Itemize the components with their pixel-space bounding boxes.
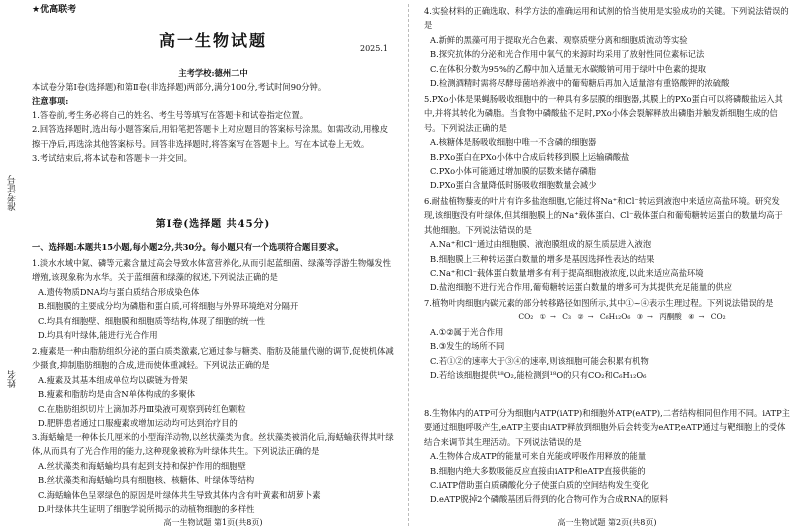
option-a: A.遗传物质DNA均与蛋白质结合形成染色体 xyxy=(38,286,200,297)
option-b: B.PXo蛋白在PXo小体中合成后转移到膜上运输磷酸盐 xyxy=(430,151,630,162)
right-arrow-icon: → xyxy=(647,313,653,322)
section-heading: 第Ⅰ卷(选择题 共45分) xyxy=(155,219,271,230)
note-item: 1.答卷前,考生务必将自己的姓名、考生号等填写在答题卡和试卷指定位置。 xyxy=(32,110,309,120)
flow-node: C₆H₁₂O₆ xyxy=(599,312,631,322)
question-5 xyxy=(424,92,790,193)
option-a: A.核糖体是肠吸收细胞中唯一不含磷的细胞器 xyxy=(430,137,597,148)
binding-margin xyxy=(0,0,26,532)
page-footer-left: 高一生物试题 第1页(共8页) xyxy=(163,517,263,527)
option-b: B.细胞内绝大多数吸能反应直接由iATP和eATP直接供能的 xyxy=(430,465,646,476)
flow-arrow-label: ③ xyxy=(636,313,644,322)
name-label: 姓名 xyxy=(8,370,18,388)
question-stem: 4.实验材料的正确选取、科学方法的准确运用和试剂的恰当使用是实验成功的关键。下列说法错误的是 xyxy=(424,6,789,31)
exam-intro xyxy=(32,80,394,109)
right-page xyxy=(424,0,790,532)
option-b: B.细胞膜上三种转运蛋白数量的增多是基因选择性表达的结果 xyxy=(430,253,655,264)
question-4 xyxy=(424,4,790,90)
option-b: B.③发生的场所不同 xyxy=(430,341,505,352)
question-6 xyxy=(424,194,790,295)
option-a: A.①②属于光合作用 xyxy=(430,326,504,337)
flow-arrow-label: ④ xyxy=(688,313,695,322)
option-d: D.若给该细胞提供¹⁸O₂,能检测到¹⁸O的只有CO₂和C₆H₁₂O₆ xyxy=(430,370,647,381)
option-b: B.丝状藻类和海蛞蝓均具有细胞核、核糖体、叶绿体等结构 xyxy=(38,475,255,486)
question-3 xyxy=(32,430,394,516)
question-2 xyxy=(32,344,394,430)
brand-label: ★优高联考 xyxy=(32,5,77,15)
option-c: C.海蛞蝓体色呈翠绿色的原因是叶绿体共生导致其体内含有叶黄素和胡萝卜素 xyxy=(38,489,321,500)
question-stem: 7.植物叶肉细胞内碳元素的部分转移路径如图所示,其中①~④表示生理过程。下列说法错误的是 xyxy=(424,298,774,308)
question-stem: 2.瘦素是一种由脂肪组织分泌的蛋白质类激素,它通过参与糖类、脂肪及能量代谢的调节,促使机体减少摄食,抑制脂肪细胞的合成,进而使体重减轻。下列说法正确的是 xyxy=(32,346,394,371)
question-8 xyxy=(424,406,790,507)
option-b: B.细胞膜的主要成分均为磷脂和蛋白质,可将细胞与外界环境绝对分隔开 xyxy=(38,301,299,312)
option-d: D.PXo蛋白含量降低时肠吸收细胞数量会减少 xyxy=(430,180,597,191)
right-arrow-icon: → xyxy=(698,313,705,322)
option-c: C.PXo小体可能通过增加膜的层数来储存磷脂 xyxy=(430,166,597,177)
option-d: D.盐泡细胞不进行光合作用,葡萄糖转运蛋白数量的增多可为其提供充足能量的供应 xyxy=(430,282,733,293)
flow-node: CO₂ xyxy=(518,312,534,322)
option-d: D.均具有叶绿体,能进行光合作用 xyxy=(38,330,158,341)
question-stem: 1.淡水水域中氮、磷等元素含量过高会导致水体富营养化,从而引起蓝细菌、绿藻等浮游生物爆发性增殖,该现象称为水华。关于蓝细菌和绿藻的叙述,下列说法正确的是 xyxy=(32,258,392,283)
exam-date: 2025.1 xyxy=(360,44,388,53)
option-a: A.丝状藻类和海蛞蝓均具有起到支持和保护作用的细胞壁 xyxy=(38,460,246,471)
question-1 xyxy=(32,256,394,342)
question-stem: 8.生物体内的ATP可分为细胞内ATP(iATP)和细胞外ATP(eATP),二者结构相同但作用不同。iATP主要通过细胞呼吸产生,eATP主要由iATP释放到细胞外后会转变为eATP,eATP通过与靶细胞上的受体结合来调节其生理活动。下列说法错误的是 xyxy=(424,408,790,447)
question-stem: 3.海蛞蝓是一种体长几厘米的小型海洋动物,以丝状藻类为食。丝状藻类被消化后,海蛞蝓获得其叶绿体,从而具有了光合作用的能力,这种现象被称为叶绿体共生。下列说法正确的是 xyxy=(32,432,394,457)
option-c: C.若①②的速率大于③④的速率,则该细胞可能会积累有机物 xyxy=(430,355,649,366)
question-7 xyxy=(424,296,790,382)
question-stem: 6.耐盐植物藜麦的叶片有许多盐泡细胞,它能过将Na⁺和Cl⁻转运到液泡中来适应高盐环境。研究发现,该细胞没有叶绿体,但其细胞膜上的Na⁺载体蛋白、Cl⁻载体蛋白和葡萄糖转运蛋白的数量均高于其他细胞。下列说法错误的是 xyxy=(424,196,783,235)
note-item: 2.回答选择题时,选出每小题答案后,用铅笔把答题卡上对应题目的答案标号涂黑。如需改动,用橡皮擦干净后,再选涂其他答案标号。回答非选择题时,将答案写在答题卡上。写在本试卷上无效。 xyxy=(32,124,389,149)
intro-text: 本试卷分第Ⅰ卷(选择题)和第Ⅱ卷(非选择题)两部分,满分100分,考试时间90分钟。 xyxy=(32,82,327,92)
option-b: B.探究抗体的分泌和光合作用中氧气的来源时均采用了放射性同位素标记法 xyxy=(430,49,705,60)
flow-node: C₃ xyxy=(562,312,571,322)
notes-heading: 注意事项: xyxy=(32,96,69,107)
option-c: C.iATP借助蛋白质磷酸化分子使蛋白质的空间结构发生变化 xyxy=(430,480,649,491)
option-a: A.生物体合成ATP的能量可来自光能或呼吸作用释放的能量 xyxy=(430,451,647,462)
option-d: D.eATP脱掉2个磷酸基团后得到的化合物可作为合成RNA的原料 xyxy=(430,494,668,505)
option-c: C.在体积分数为95%的乙醇中加入适量无水碳酸钠可用于绿叶中色素的提取 xyxy=(430,63,707,74)
option-b: B.瘦素和脂肪均是由含N单体构成的多聚体 xyxy=(38,389,196,400)
right-arrow-icon: → xyxy=(587,313,594,322)
host-school: 主考学校:德州二中 xyxy=(178,68,248,78)
option-a: A.新鲜的黑藻可用于提取光合色素、观察质壁分离和细胞质流动等实验 xyxy=(430,34,688,45)
option-d: D.叶绿体共生证明了细胞学说所揭示的动植物细胞的多样性 xyxy=(38,504,255,515)
exam-title: 高一生物试题 xyxy=(158,31,267,50)
left-page xyxy=(32,0,394,532)
flow-node: CO₂ xyxy=(710,312,726,322)
question-stem: 5.PXo小体是果蝇肠吸收细胞中的一种具有多层膜的细胞器,其膜上的PXo蛋白可以将磷酸盐运入其中,并将其转化为磷脂。当食物中磷酸盐不足时,PXo小体会裂解释放出磷脂并触发新细胞生成的信号。下列说法正确的是 xyxy=(424,94,783,133)
flow-arrow-label: ② xyxy=(577,313,584,322)
option-d: D.检测酒精时需将尽酵母菌培养液中的葡萄糖后再加入适量溶有重铬酸钾的浓硫酸 xyxy=(430,78,730,89)
page-divider xyxy=(408,4,410,526)
exam-id-label: 准考证号 xyxy=(8,175,18,211)
right-arrow-icon: → xyxy=(549,313,556,322)
page-footer-right: 高一生物试题 第2页(共8页) xyxy=(557,517,657,527)
option-d: D.肥胖患者通过口服瘦素或增加运动均可达到治疗目的 xyxy=(38,418,238,429)
option-a: A.Na⁺和Cl⁻通过由细胞膜、液泡膜组成的原生质层进入液泡 xyxy=(430,239,652,250)
option-c: C.在脂肪组织切片上滴加苏丹Ⅲ染液可观察到砖红色颗粒 xyxy=(38,403,246,414)
notes-list xyxy=(32,108,394,166)
flow-node: 丙酮酸 xyxy=(659,312,682,322)
note-item: 3.考试结束后,将本试卷和答题卡一并交回。 xyxy=(32,153,192,164)
carbon-flow-diagram xyxy=(424,310,790,324)
section-intro: 一、选择题:本题共15小题,每小题2分,共30分。每小题只有一个选项符合题目要求。 xyxy=(32,242,344,252)
option-c: C.Na⁺和Cl⁻载体蛋白数量增多有利于提高细胞液浓度,以此来适应高盐环境 xyxy=(430,268,704,279)
flow-arrow-label: ① xyxy=(539,313,546,322)
option-c: C.均具有细胞壁、细胞膜和细胞质等结构,体现了细胞的统一性 xyxy=(38,315,266,326)
option-a: A.瘦素及其基本组成单位均以碳链为骨架 xyxy=(38,374,188,385)
